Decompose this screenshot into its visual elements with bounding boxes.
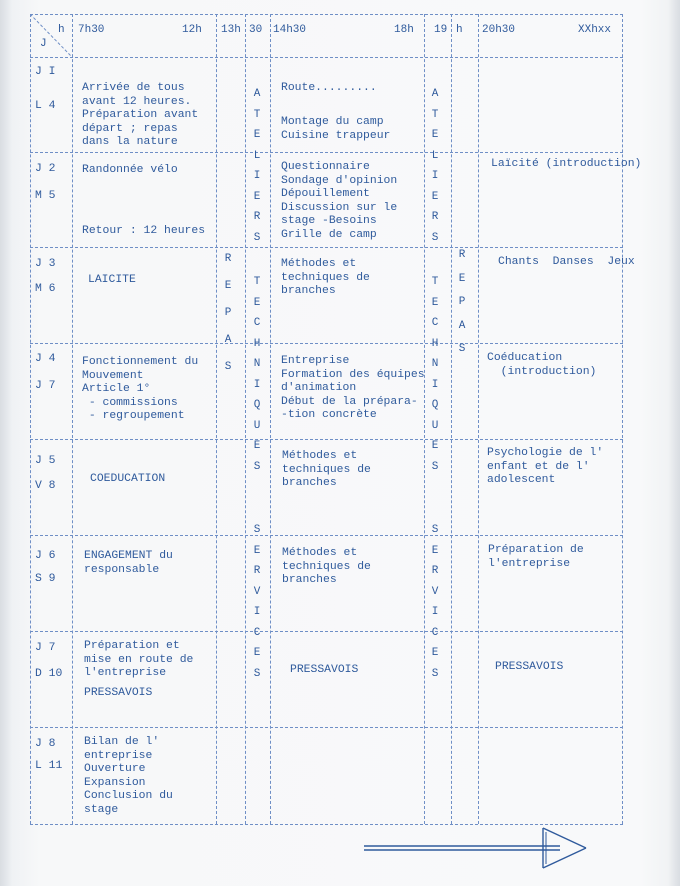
vertical-letter: S <box>431 667 439 680</box>
vertical-letter: E <box>253 190 261 203</box>
vertical-letter: E <box>431 647 439 659</box>
vertical-letter: S <box>458 343 466 355</box>
day-date: M 5 <box>35 190 56 202</box>
vertical-letter: A <box>224 334 232 346</box>
day-label: J 6 <box>35 550 56 562</box>
vertical-letter: T <box>431 108 439 121</box>
vertical-letter: S <box>431 231 439 244</box>
vertical-letter: E <box>431 129 439 141</box>
grid-vline <box>30 14 31 824</box>
vertical-letter: I <box>431 606 439 618</box>
grid-vline <box>216 14 217 824</box>
dinner-break-vertical <box>454 244 470 362</box>
vertical-letter: E <box>253 647 261 659</box>
header-lunch: 13h <box>221 24 241 36</box>
day-label: J 3 <box>35 258 56 270</box>
vertical-letter: S <box>253 667 261 680</box>
vertical-letter: V <box>431 585 439 598</box>
vertical-letter: C <box>253 626 261 639</box>
grid-hline <box>30 57 623 58</box>
grid-vline <box>72 14 73 824</box>
day-label: J 8 <box>35 738 56 750</box>
vertical-letter: I <box>253 170 261 182</box>
grid-vline <box>245 14 246 824</box>
morning-activity: ENGAGEMENT du responsable <box>84 550 173 576</box>
morning-activity: Bilan de l' entreprise Ouverture Expansion Conclusion du stage <box>84 736 173 816</box>
vertical-letter: L <box>253 149 261 162</box>
vertical-letter: S <box>253 231 261 244</box>
evening-activity: Chants Danses Jeux <box>498 256 635 268</box>
header-morning-start: 7h30 <box>78 24 105 36</box>
vertical-letter: E <box>253 129 261 141</box>
vertical-letter: E <box>458 272 466 285</box>
vertical-letter: E <box>253 440 261 452</box>
vertical-letter: S <box>431 460 439 473</box>
techniques-vertical <box>427 272 443 477</box>
grid-hline <box>30 727 623 728</box>
header-evening-start: 20h30 <box>482 24 516 36</box>
morning-activity: LAICITE <box>88 274 136 286</box>
header-dinner-h: h <box>456 24 463 36</box>
grid-hline <box>30 824 623 825</box>
vertical-letter: N <box>253 358 261 370</box>
vertical-letter: T <box>431 276 439 288</box>
vertical-letter: L <box>431 149 439 162</box>
day-label: J 7 <box>35 642 56 654</box>
vertical-letter: P <box>458 296 466 308</box>
vertical-letter: R <box>253 211 261 223</box>
vertical-letter: H <box>431 337 439 350</box>
vertical-letter: A <box>458 319 466 332</box>
vertical-letter: Q <box>253 399 261 411</box>
vertical-letter: R <box>431 565 439 577</box>
header-lunch-half: 30 <box>249 24 263 36</box>
morning-activity: Retour : 12 heures <box>82 225 206 237</box>
morning-activity: Préparation et mise en route de l'entreprise <box>84 640 194 680</box>
vertical-letter: E <box>224 280 232 292</box>
vertical-letter: C <box>431 317 439 329</box>
paper-left-shadow <box>0 0 12 886</box>
morning-activity: COEDUCATION <box>90 473 166 485</box>
vertical-letter: V <box>253 585 261 598</box>
morning-activity: PRESSAVOIS <box>84 687 153 699</box>
day-label: J 4 <box>35 353 56 365</box>
afternoon-activity: Entreprise Formation des équipes d'animation Début de la prépara- -tion concrète <box>281 355 425 422</box>
header-afternoon-start: 14h30 <box>273 24 307 36</box>
vertical-letter: R <box>458 249 466 261</box>
vertical-letter: R <box>224 253 232 265</box>
vertical-letter: S <box>253 524 261 536</box>
header-corner-diagonal <box>30 14 72 57</box>
vertical-letter: A <box>431 88 439 100</box>
vertical-letter: R <box>253 565 261 577</box>
grid-vline <box>478 14 479 824</box>
grid-hline <box>30 152 623 153</box>
day-label: J 2 <box>35 163 56 175</box>
afternoon-activity: PRESSAVOIS <box>290 664 359 676</box>
vertical-letter: I <box>253 606 261 618</box>
morning-activity: Fonctionnement du Mouvement Article 1° - commissions - regroupement <box>82 356 199 423</box>
day-date: L 11 <box>35 760 63 772</box>
afternoon-activity: Route......... <box>281 82 377 94</box>
vertical-letter: E <box>253 544 261 557</box>
vertical-letter: C <box>431 626 439 639</box>
grid-vline <box>451 14 452 824</box>
vertical-letter: T <box>253 276 261 288</box>
vertical-letter: U <box>253 419 261 432</box>
ateliers-vertical <box>427 84 443 248</box>
grid-vline <box>270 14 271 824</box>
grid-hline <box>30 247 623 248</box>
afternoon-activity: Montage du camp Cuisine trappeur <box>281 116 391 142</box>
day-date: J 7 <box>35 380 56 392</box>
ateliers-vertical <box>249 84 265 248</box>
vertical-letter: S <box>253 460 261 473</box>
grid-hline <box>30 343 623 344</box>
vertical-letter: Q <box>431 399 439 411</box>
day-date: D 10 <box>35 668 63 680</box>
vertical-letter: I <box>431 378 439 391</box>
arrow-right-icon <box>360 826 590 874</box>
vertical-letter: S <box>431 524 439 536</box>
vertical-letter: I <box>431 170 439 182</box>
grid-vline <box>622 14 623 824</box>
day-date: L 4 <box>35 100 56 112</box>
morning-activity: Arrivée de tous avant 12 heures. Préparation avant départ ; repas dans la nature <box>82 82 199 149</box>
evening-activity: PRESSAVOIS <box>495 661 564 673</box>
header-morning-end: 12h <box>182 24 202 36</box>
day-date: S 9 <box>35 573 56 585</box>
techniques-vertical <box>249 272 265 477</box>
grid-hline <box>30 14 623 15</box>
paper-right-shadow <box>668 0 680 886</box>
day-label: J 5 <box>35 455 56 467</box>
vertical-letter: E <box>431 544 439 557</box>
header-afternoon-end: 18h <box>394 24 414 36</box>
services-vertical <box>249 520 265 684</box>
afternoon-activity: Méthodes et techniques de branches <box>282 450 371 490</box>
evening-activity: Coéducation (introduction) <box>487 352 597 378</box>
afternoon-activity: Méthodes et techniques de branches <box>281 258 370 298</box>
day-label: J I <box>35 66 56 78</box>
vertical-letter: C <box>253 317 261 329</box>
vertical-letter: E <box>431 190 439 203</box>
afternoon-activity: Questionnaire Sondage d'opinion Dépouillement Discussion sur le stage -Besoins Grille de camp <box>281 161 398 241</box>
vertical-letter: I <box>253 378 261 391</box>
vertical-letter: E <box>431 296 439 309</box>
header-evening-end: XXhxx <box>578 24 612 36</box>
vertical-letter: E <box>431 440 439 452</box>
evening-activity: Psychologie de l' enfant et de l' adolescent <box>487 447 604 487</box>
vertical-letter: U <box>431 419 439 432</box>
day-date: V 8 <box>35 480 56 492</box>
vertical-letter: N <box>431 358 439 370</box>
grid-hline <box>30 439 623 440</box>
services-vertical <box>427 520 443 684</box>
vertical-letter: R <box>431 211 439 223</box>
vertical-letter: A <box>253 88 261 100</box>
evening-activity: Préparation de l'entreprise <box>488 544 584 570</box>
grid-hline <box>30 535 623 536</box>
evening-activity: Laïcité (introduction) <box>491 158 642 170</box>
vertical-letter: T <box>253 108 261 121</box>
vertical-letter: E <box>253 296 261 309</box>
vertical-letter: S <box>224 361 232 373</box>
grid-hline <box>30 631 623 632</box>
header-dinner: 19 <box>434 24 448 36</box>
vertical-letter: H <box>253 337 261 350</box>
header-corner-j: J <box>40 38 47 50</box>
day-date: M 6 <box>35 283 56 295</box>
morning-activity: Randonnée vélo <box>82 164 178 176</box>
header-corner-h: h <box>58 24 65 36</box>
afternoon-activity: Méthodes et techniques de branches <box>282 547 371 587</box>
lunch-break-vertical <box>220 246 236 381</box>
vertical-letter: P <box>224 307 232 319</box>
